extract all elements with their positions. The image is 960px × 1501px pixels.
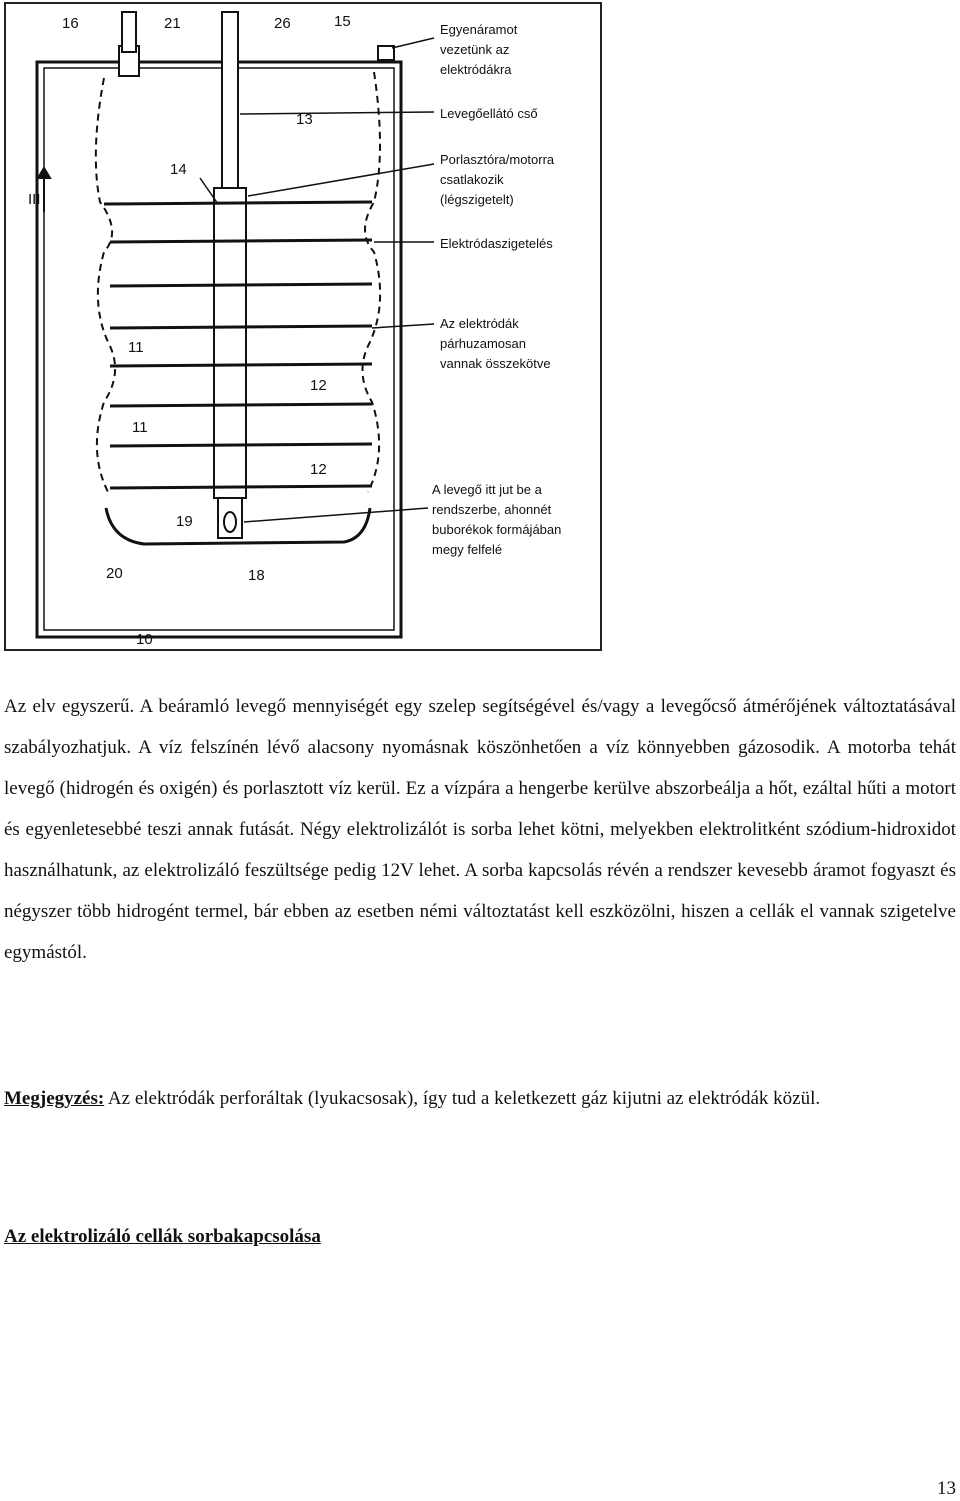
note-paragraph xyxy=(4,1078,956,1119)
callout-text: megy felfelé xyxy=(432,542,503,557)
part-number: 20 xyxy=(106,565,123,582)
part-number: 18 xyxy=(248,567,265,584)
callout-text: Egyenáramot xyxy=(440,22,518,37)
part-number: 10 xyxy=(136,631,153,648)
terminal-right xyxy=(378,46,394,60)
callout-text: csatlakozik xyxy=(440,172,504,187)
callout-text: Porlasztóra/motorra xyxy=(440,152,555,167)
part-number: 11 xyxy=(132,419,148,436)
callout-text: elektródákra xyxy=(440,62,512,77)
section-heading: Az elektrolizáló cellák sorbakapcsolása xyxy=(4,1226,321,1247)
callout-text: (légszigetelt) xyxy=(440,192,514,207)
part-number: 21 xyxy=(164,15,181,32)
callout-text: vannak összekötve xyxy=(440,356,551,371)
callout-text: Levegőellátó cső xyxy=(440,106,538,121)
callout-text: rendszerbe, ahonnét xyxy=(432,502,552,517)
electrolyzer-diagram xyxy=(4,2,602,652)
body-paragraph: Az elv egyszerű. A beáramló levegő mennyiségét egy szelep segítségével és/vagy a levegőcső átmérőjének változtatásával szabályozhatjuk. A víz felszínén lévő alacsony nyomásnak köszönhetően a víz könnyebben gázosodik. A motorba tehát levegő (hidrogén és oxigén) és porlasztott víz kerül. Ez a vízpára a hengerbe kerülve abszorbeálja a hőt, ezáltal hűti a motort és egyenletesebbé teszi annak futását. Négy elektrolizálót is sorba lehet kötni, melyekben elektrolitként szódium-hidroxidot használhatunk, az elektrolizáló feszültsége pedig 12V lehet. A sorba kapcsolás révén a rendszer kevesebb áramot fogyaszt és négyszer több hidrogént termel, bár ebben az esetben némi változtatást kell eszközölni, hiszen a cellák el vannak szigetelve egymástól. xyxy=(4,696,956,963)
callout-text: Elektródaszigetelés xyxy=(440,236,553,251)
callout-text: buborékok formájában xyxy=(432,522,562,537)
part-number: 12 xyxy=(310,461,327,478)
part-number: III xyxy=(28,191,41,208)
callout-text: vezetünk az xyxy=(440,42,510,57)
callout-text: párhuzamosan xyxy=(440,336,526,351)
part-number: 13 xyxy=(296,111,313,128)
part-number: 16 xyxy=(62,15,79,32)
page-number: 13 xyxy=(937,1478,956,1499)
part-number: 12 xyxy=(310,377,327,394)
part-number: 15 xyxy=(334,13,351,30)
note-label: Megjegyzés: xyxy=(4,1088,105,1109)
callout-text: Az elektródák xyxy=(440,316,519,331)
part-number: 26 xyxy=(274,15,291,32)
part-number: 11 xyxy=(128,339,144,356)
part-number: 14 xyxy=(170,161,187,178)
callout-text: A levegő itt jut be a xyxy=(432,482,542,497)
part-number: 19 xyxy=(176,513,193,530)
note-text: Az elektródák perforáltak (lyukacsosak), így tud a keletkezett gáz kijutni az elektródák közül. xyxy=(104,1088,821,1109)
